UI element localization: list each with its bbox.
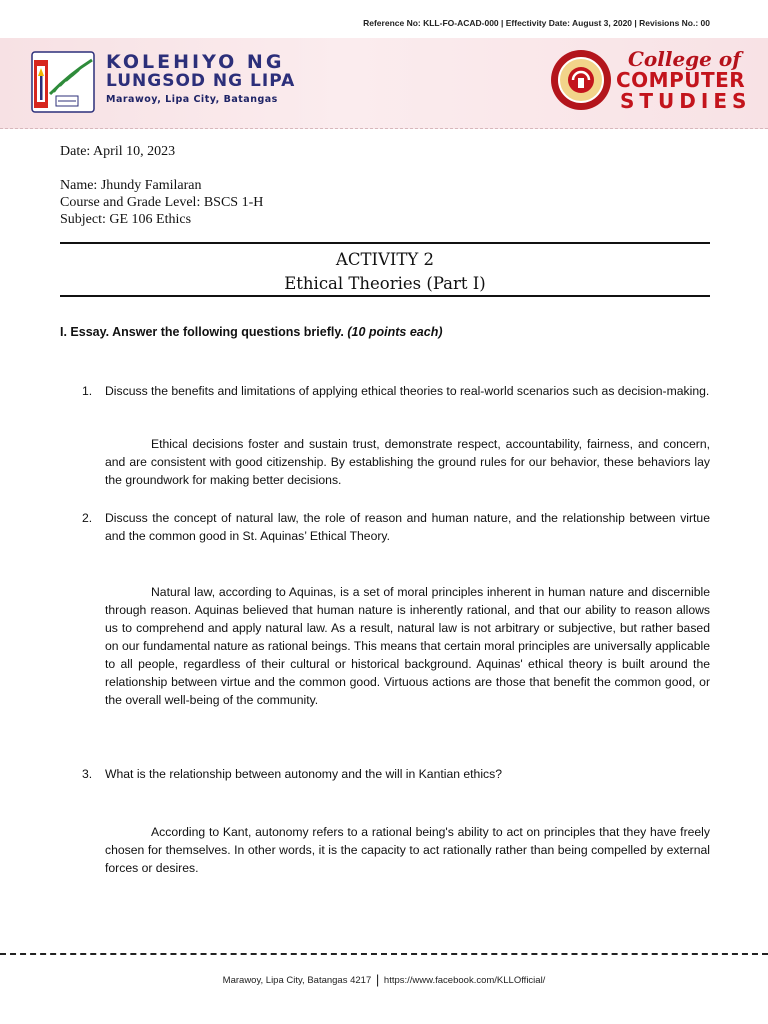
question-2: [82, 509, 710, 545]
college-line1: College of: [628, 47, 741, 71]
question-1: [82, 382, 710, 400]
activity-title: ACTIVITY 2: [335, 250, 435, 269]
question-number: 1.: [82, 384, 93, 398]
footer-divider: [0, 953, 768, 955]
section-heading: [60, 325, 443, 339]
title-bottom-rule: [60, 295, 710, 297]
subject-line: Subject: GE 106 Ethics: [60, 212, 192, 227]
question-text: Discuss the benefits and limitations of applying ethical theories to real-world scenarios such as decision-making.: [105, 384, 710, 398]
question-text: What is the relationship between autonomy and the will in Kantian ethics?: [105, 767, 503, 781]
college-seal-icon: [549, 48, 613, 112]
section-instruction: I. Essay. Answer the following questions briefly.: [60, 325, 344, 339]
footer-address: Marawoy, Lipa City, Batangas 4217: [222, 975, 372, 986]
answer-2: Natural law, according to Aquinas, is a set of moral principles inherent in human nature and discernible through reason. Aquinas believed that human nature is inherently rational, and that our ability to reason allows us to comprehend and apply natural law. As a result, natural law is not arbitrary or subjective, but rather based on our fundamental nature as rational beings. This means that certain moral principles are universally applicable to all people, regardless of their cultural or historical background. Aquinas' ethical theory is built around the relationship between virtue and the common good. Virtuous actions are those that benefit the common good, or the overall well-being of the community.: [105, 585, 710, 707]
school-logo: [28, 46, 98, 116]
school-name-block: [106, 52, 295, 105]
school-address: Marawoy, Lipa City, Batangas: [106, 94, 278, 105]
name-line: Name: Jhundy Familaran: [60, 178, 202, 193]
footer-separator: |: [375, 972, 380, 987]
question-number: 2.: [82, 511, 93, 525]
date-line: Date: April 10, 2023: [60, 144, 176, 159]
reference-line: Reference No: KLL-FO-ACAD-000 | Effectivity Date: August 3, 2020 | Revisions No.: 00: [363, 18, 710, 28]
student-info: [60, 143, 710, 228]
title-top-rule: [60, 242, 710, 244]
course-line: Course and Grade Level: BSCS 1-H: [60, 195, 264, 210]
school-name-line1: KOLEHIYO NG: [106, 51, 285, 73]
college-name-block: [616, 48, 751, 112]
college-line2: COMPUTER: [616, 68, 746, 92]
question-number: 3.: [82, 767, 93, 781]
answer-3: According to Kant, autonomy refers to a rational being's ability to act on principles that they have freely chosen for themselves. In other words, it is the capacity to act rationally rather than being compelled by external forces or desires.: [105, 825, 710, 875]
school-name-line2: LUNGSOD NG LIPA: [106, 71, 296, 91]
footer-link[interactable]: https://www.facebook.com/KLLOfficial/: [383, 975, 546, 986]
activity-subtitle: Ethical Theories (Part I): [284, 274, 486, 293]
section-points: (10 points each): [347, 325, 443, 339]
activity-title-block: [60, 248, 710, 296]
footer: [0, 972, 768, 987]
question-text: Discuss the concept of natural law, the role of reason and human nature, and the relationship between virtue and the common good in St. Aquinas’ Ethical Theory.: [105, 511, 710, 543]
college-line3: STUDIES: [620, 89, 752, 113]
question-3: [82, 765, 710, 783]
answer-1: Ethical decisions foster and sustain trust, demonstrate respect, accountability, fairness, and concern, and are consistent with good citizenship. By establishing the ground rules for our behavior, these behaviors lay the groundwork for making better decisions.: [105, 437, 710, 487]
header-banner: [0, 38, 768, 129]
